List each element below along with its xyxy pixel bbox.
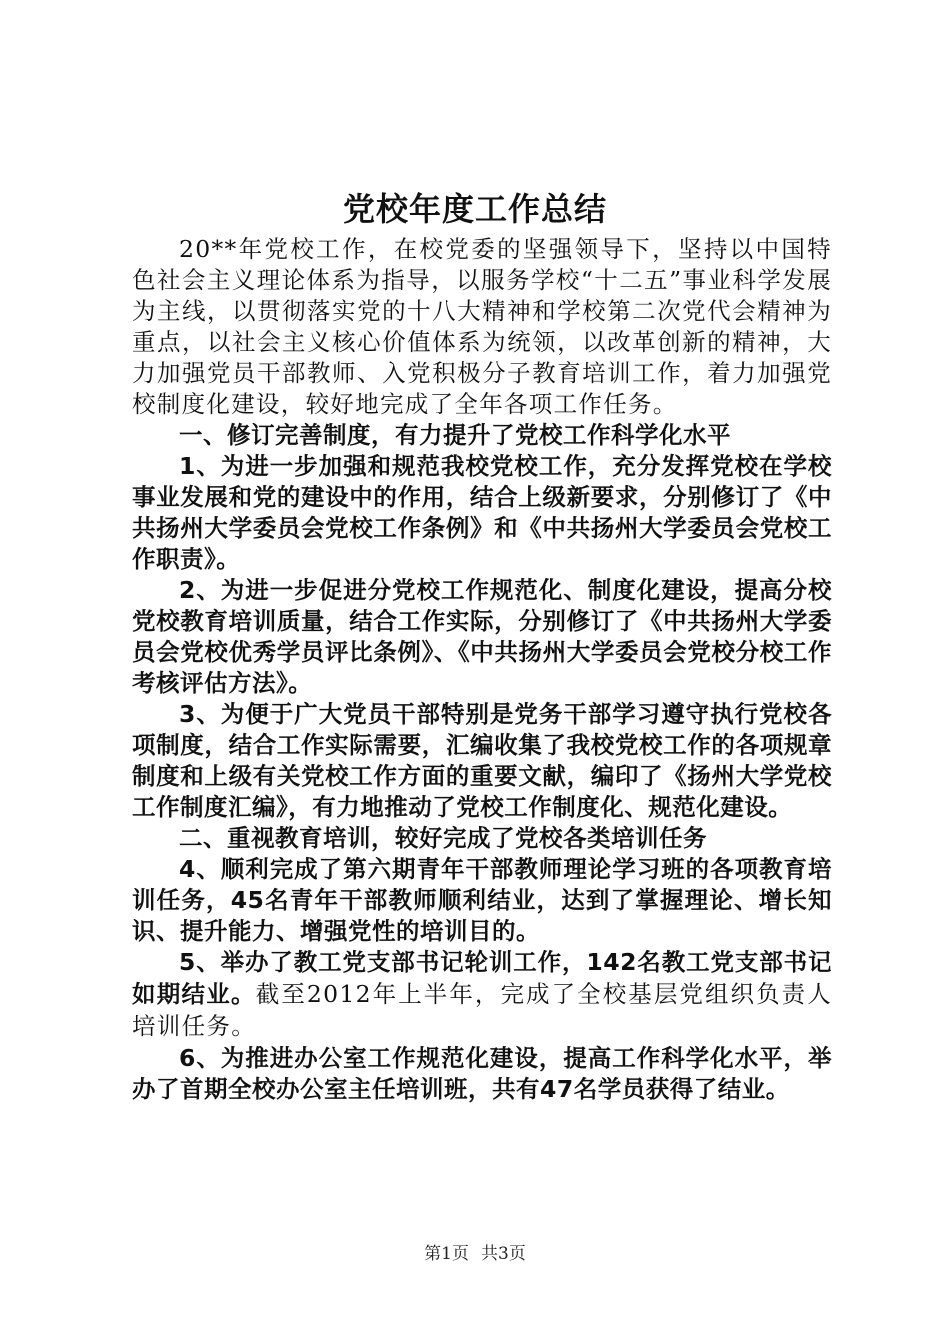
intro-paragraph: 20**年党校工作，在校党委的坚强领导下，坚持以中国特色社会主义理论体系为指导，以服务学校“十二五”事业科学发展为主线，以贯彻落实党的十八大精神和学校第二次党代会精神为重点，以社会主义核心价值体系为统领，以改革创新的精神，大力加强党员干部教师、入党积极分子教育培训工作，着力加强党校制度化建设，较好地完成了全年各项工作任务。 xyxy=(132,235,832,418)
section-heading-1: 一、修订完善制度，有力提升了党校工作科学化水平 xyxy=(179,421,731,449)
item-5-text-bold: 5、举办了教工党支部书记轮训工作，142名教工党支部书记如期结业。 xyxy=(132,948,832,1008)
paragraph-item-5 xyxy=(132,947,832,1043)
paragraph-item-2: 2、为进一步促进分党校工作规范化、制度化建设，提高分校党校教育培训质量，结合工作实际，分别修订了《中共扬州大学委员会党校优秀学员评比条例》、《中共扬州大学委员会党校分校工作考核评估方法》。 xyxy=(132,576,832,697)
paragraph-item-3: 3、为便于广大党员干部特别是党务干部学习遵守执行党校各项制度，结合工作实际需要，汇编收集了我校党校工作的各项规章制度和上级有关党校工作方面的重要文献，编印了《扬州大学党校工作制度汇编》，有力地推动了党校工作制度化、规范化建设。 xyxy=(132,700,832,821)
document-body xyxy=(132,234,832,1105)
paragraph-item-4: 4、顺利完成了第六期青年干部教师理论学习班的各项教育培训任务，45名青年干部教师顺利结业，达到了掌握理论、增长知识、提升能力、增强党性的培训目的。 xyxy=(132,855,832,945)
page-total: 共3页 xyxy=(481,1244,526,1264)
section-heading-2: 二、重视教育培训，较好完成了党校各类培训任务 xyxy=(179,824,707,852)
paragraph-item-1: 1、为进一步加强和规范我校党校工作，充分发挥党校在学校事业发展和党的建设中的作用，结合上级新要求，分别修订了《中共扬州大学委员会党校工作条例》和《中共扬州大学委员会党校工作职责》。 xyxy=(132,452,832,573)
page-footer xyxy=(0,1242,950,1266)
document-title: 党校年度工作总结 xyxy=(342,190,607,228)
page-number: 第1页 xyxy=(424,1244,469,1264)
paragraph-item-6: 6、为推进办公室工作规范化建设，提高工作科学化水平，举办了首期全校办公室主任培训班，共有47名学员获得了结业。 xyxy=(132,1044,832,1103)
item-5-text-regular: 截至2012年上半年，完成了全校基层党组织负责人培训任务。 xyxy=(132,980,832,1040)
